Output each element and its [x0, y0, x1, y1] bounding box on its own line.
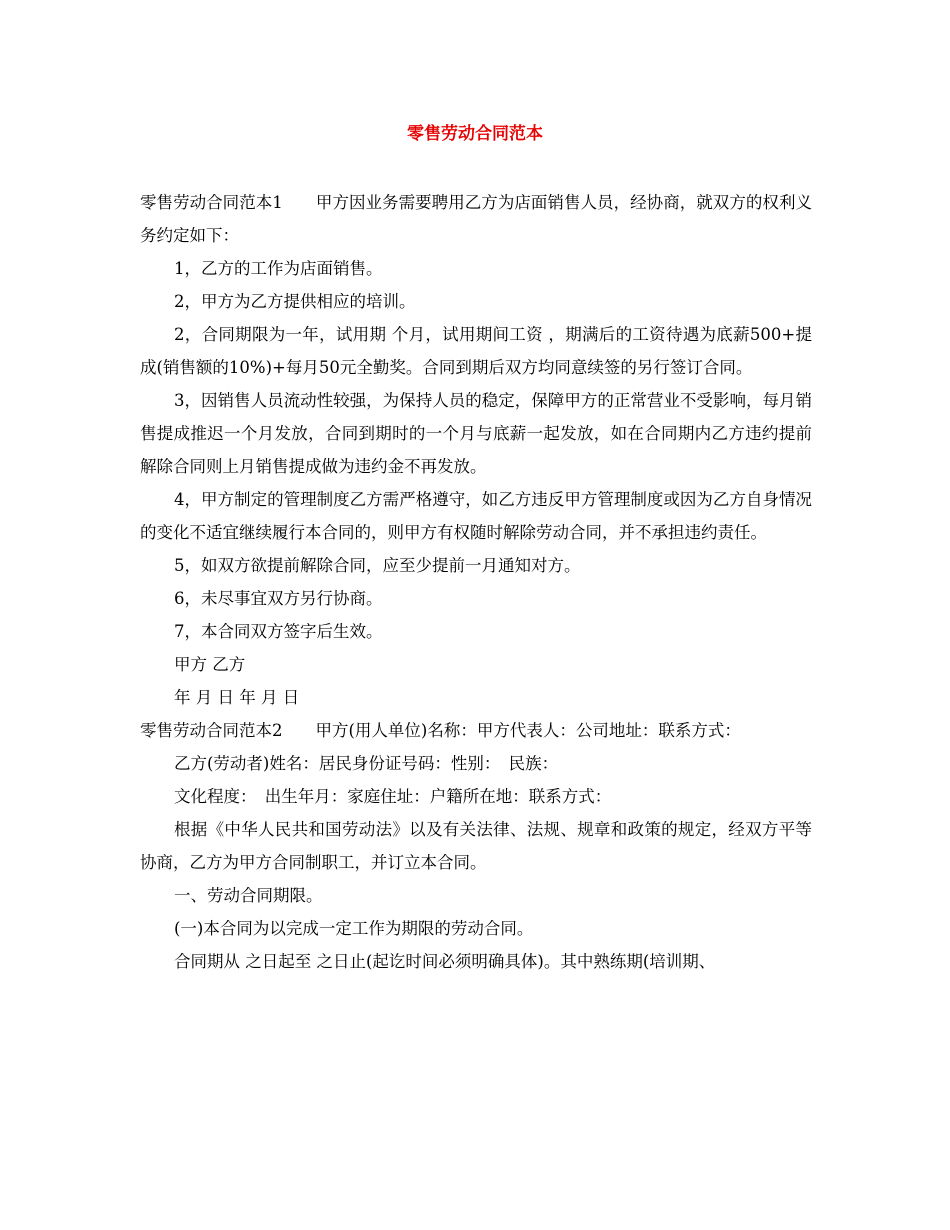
paragraph-6: 4，甲方制定的管理制度乙方需严格遵守，如乙方违反甲方管理制度或因为乙方自身情况的变化不适宜继续履行本合同的，则甲方有权随时解除劳动合同，并不承担违约责任。: [140, 490, 812, 542]
document-body: [140, 186, 812, 978]
paragraph-14: 文化程度： 出生年月：家庭住址：户籍所在地：联系方式：: [174, 787, 612, 806]
signature-parties: 甲方 乙方: [174, 655, 246, 674]
paragraph-12: 零售劳动合同范本2 甲方(用人单位)名称：甲方代表人：公司地址：联系方式：: [140, 721, 741, 740]
paragraph-1: 零售劳动合同范本1 甲方因业务需要聘用乙方为店面销售人员，经协商，就双方的权利义务约定如下：: [140, 193, 812, 245]
paragraph-13: 乙方(劳动者)姓名：居民身份证号码：性别： 民族：: [174, 754, 559, 773]
paragraph-5: 3，因销售人员流动性较强，为保持人员的稳定，保障甲方的正常营业不受影响，每月销售提成推迟一个月发放，合同到期时的一个月与底薪一起发放，如在合同期内乙方违约提前解除合同则上月销售提成做为违约金不再发放。: [140, 391, 812, 476]
document-title: 零售劳动合同范本: [407, 124, 543, 144]
paragraph-4: 2，合同期限为一年，试用期 个月，试用期间工资 ，期满后的工资待遇为底薪500+提成(销售额的10%)+每月50元全勤奖。合同到期后双方均同意续签的另行签订合同。: [140, 325, 812, 377]
paragraph-18: 合同期从 之日起至 之日止(起讫时间必须明确具体)。其中熟练期(培训期、: [174, 952, 716, 971]
signature-dates: 年 月 日 年 月 日: [174, 688, 300, 707]
paragraph-8: 6，未尽事宜双方另行协商。: [174, 589, 383, 608]
paragraph-3: 2，甲方为乙方提供相应的培训。: [174, 292, 416, 311]
paragraph-17: (一)本合同为以完成一定工作为期限的劳动合同。: [174, 919, 534, 938]
paragraph-2: 1，乙方的工作为店面销售。: [174, 259, 383, 278]
paragraph-15: 根据《中华人民共和国劳动法》以及有关法律、法规、规章和政策的规定，经双方平等协商，乙方为甲方合同制职工，并订立本合同。: [140, 820, 812, 872]
section-heading-1: 一、劳动合同期限。: [174, 886, 323, 905]
paragraph-9: 7，本合同双方签字后生效。: [174, 622, 383, 641]
paragraph-7: 5，如双方欲提前解除合同，应至少提前一月通知对方。: [174, 556, 581, 575]
